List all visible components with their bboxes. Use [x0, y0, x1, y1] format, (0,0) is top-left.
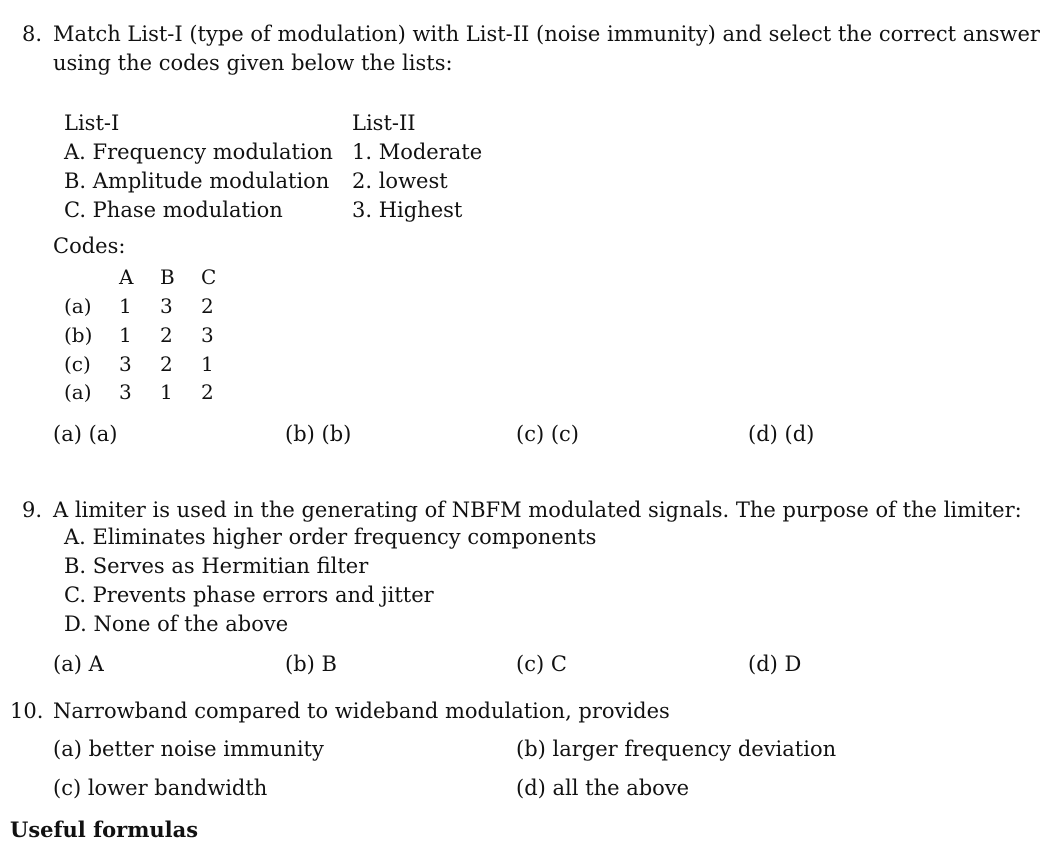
list1-item: B. Amplitude modulation	[64, 169, 330, 193]
q10-option-a[interactable]: (a) better noise immunity	[53, 737, 324, 761]
q9-option-b[interactable]: (b) B	[285, 652, 337, 676]
codes-cell: 2	[201, 380, 214, 404]
codes-cell: 1	[160, 380, 173, 404]
codes-cell: 3	[201, 323, 214, 347]
codes-cell: 1	[119, 294, 132, 318]
codes-cell: 3	[119, 352, 132, 376]
codes-header-c: C	[201, 265, 217, 289]
q9-number: 9.	[22, 498, 43, 522]
q9-item: A. Eliminates higher order frequency components	[64, 525, 597, 549]
list1-header: List-I	[64, 111, 120, 135]
q9-option-a[interactable]: (a) A	[53, 652, 104, 676]
q9-option-c[interactable]: (c) C	[516, 652, 567, 676]
q10-number: 10.	[10, 699, 44, 723]
q9-item: D. None of the above	[64, 612, 289, 636]
codes-row-label: (a)	[64, 294, 92, 318]
q8-option-a[interactable]: (a) (a)	[53, 422, 118, 446]
list2-item: 1. Moderate	[352, 140, 483, 164]
q8-number: 8.	[22, 22, 43, 46]
q8-text-line1: Match List-I (type of modulation) with List-II (noise immunity) and select the correct answer	[53, 22, 1040, 46]
codes-cell: 1	[119, 323, 132, 347]
q9-item: C. Prevents phase errors and jitter	[64, 583, 434, 607]
useful-formulas-heading: Useful formulas	[10, 817, 199, 842]
q10-option-c[interactable]: (c) lower bandwidth	[53, 776, 268, 800]
codes-cell: 1	[201, 352, 214, 376]
codes-header-b: B	[160, 265, 175, 289]
codes-cell: 3	[160, 294, 173, 318]
codes-cell: 2	[160, 323, 173, 347]
q10-option-d[interactable]: (d) all the above	[516, 776, 690, 800]
q8-option-d[interactable]: (d) (d)	[748, 422, 815, 446]
q8-option-b[interactable]: (b) (b)	[285, 422, 352, 446]
codes-header-a: A	[119, 265, 134, 289]
q8-option-c[interactable]: (c) (c)	[516, 422, 579, 446]
list1-item: C. Phase modulation	[64, 198, 283, 222]
q10-text: Narrowband compared to wideband modulation, provides	[53, 699, 670, 723]
list1-item: A. Frequency modulation	[64, 140, 333, 164]
list2-item: 2. lowest	[352, 169, 448, 193]
codes-cell: 2	[201, 294, 214, 318]
codes-row-label: (b)	[64, 323, 93, 347]
codes-label: Codes:	[53, 234, 126, 258]
list2-header: List-II	[352, 111, 416, 135]
codes-cell: 2	[160, 352, 173, 376]
list2-item: 3. Highest	[352, 198, 463, 222]
q9-item: B. Serves as Hermitian filter	[64, 554, 369, 578]
q9-option-d[interactable]: (d) D	[748, 652, 802, 676]
codes-row-label: (a)	[64, 380, 92, 404]
q10-option-b[interactable]: (b) larger frequency deviation	[516, 737, 837, 761]
codes-row-label: (c)	[64, 352, 91, 376]
q8-text-line2: using the codes given below the lists:	[53, 51, 453, 75]
q9-text: A limiter is used in the generating of NBFM modulated signals. The purpose of the limiter:	[53, 498, 1022, 522]
codes-cell: 3	[119, 380, 132, 404]
